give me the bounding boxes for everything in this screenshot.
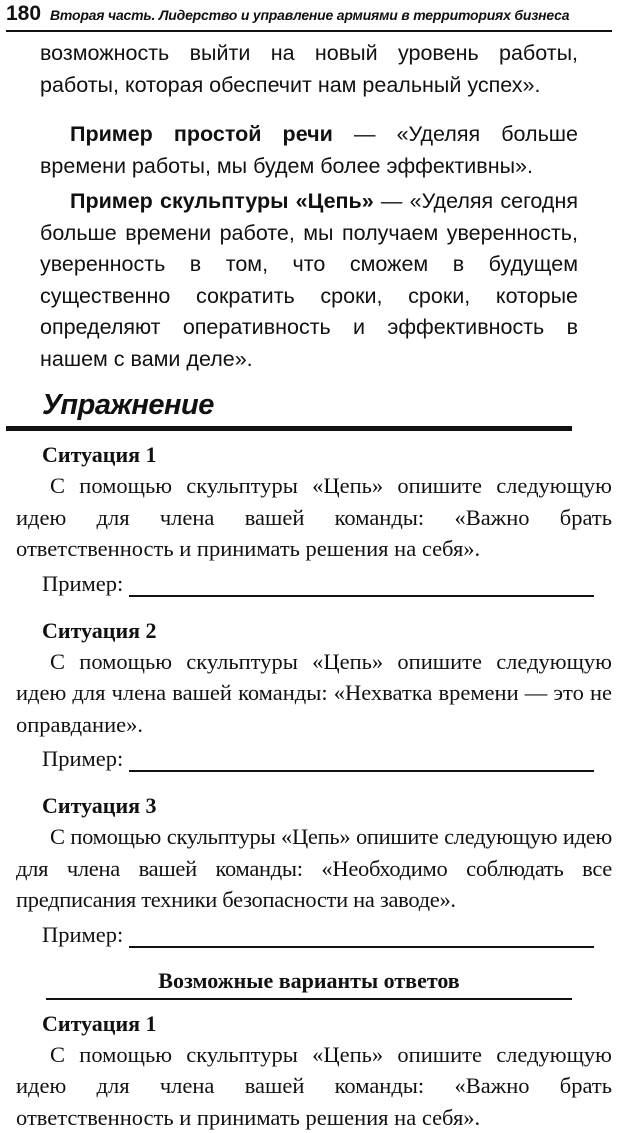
exercise-heading: Упражнение — [42, 389, 612, 422]
answer-label: Пример: — [42, 746, 123, 772]
answer-blank[interactable] — [129, 746, 594, 772]
example-sculpture-chain — [40, 186, 578, 375]
answers-rule — [46, 998, 572, 1000]
exercise-section — [6, 439, 612, 1133]
running-title: Вторая часть. Лидерство и управление армиями в территориях бизнеса — [50, 7, 569, 23]
situation-text — [6, 470, 612, 565]
situation-text-body: С помощью скульптуры «Цепь» опишите следующую идею для члена вашей команды: «Необходимо соблюдать все предписания техники безопасности на заводе». — [16, 821, 612, 916]
answer-situation-title: Ситуация 1 — [42, 1008, 612, 1039]
example-text: — «Уделяя больше времени работы, мы будем более эффективны». — [40, 122, 578, 178]
situation-title: Ситуация 3 — [42, 790, 612, 821]
example-lead: Пример скульптуры «Цепь» — [70, 189, 374, 213]
answer-blank[interactable] — [129, 922, 594, 948]
situation-text — [6, 821, 612, 916]
situation-text — [6, 646, 612, 741]
answer-line — [6, 740, 612, 772]
situation-title: Ситуация 2 — [42, 615, 612, 646]
page-number: 180 — [6, 2, 50, 26]
example-lead: Пример простой речи — [70, 122, 333, 146]
situation-text-body: С помощью скульптуры «Цепь» опишите следующую идею для члена вашей команды: «Важно брать ответственность и принимать решения на себя». — [16, 470, 612, 565]
situation-text-body: С помощью скульптуры «Цепь» опишите следующую идею для члена вашей команды: «Нехватка времени — это не оправдание». — [16, 646, 612, 741]
situation-title: Ситуация 1 — [42, 439, 612, 470]
answer-situation-text-body: С помощью скульптуры «Цепь» опишите следующую идею для члена вашей команды: «Важно брать ответственность и принимать решения на себя». — [16, 1039, 612, 1133]
answer-line — [6, 916, 612, 948]
running-header — [6, 0, 612, 30]
answer-situation-text — [6, 1039, 612, 1133]
answer-label: Пример: — [42, 922, 123, 948]
answer-label: Пример: — [42, 571, 123, 597]
main-text — [6, 32, 612, 375]
example-simple-speech — [40, 119, 578, 182]
answer-blank[interactable] — [129, 571, 594, 597]
answers-heading: Возможные варианты ответов — [6, 966, 612, 996]
example-text: — «Уделяя сегодня больше времени работе, мы получаем уверенность, уверенность в том, что сможем в будущем существенно сократить сроки, сроки, которые определяют оперативность и эффективность в нашем с вами деле». — [40, 189, 578, 371]
intro-paragraph: возможность выйти на новый уровень работы, работы, которая обеспечит нам реальный успех». — [40, 38, 578, 101]
exercise-rule — [6, 426, 572, 431]
answer-line — [6, 565, 612, 597]
